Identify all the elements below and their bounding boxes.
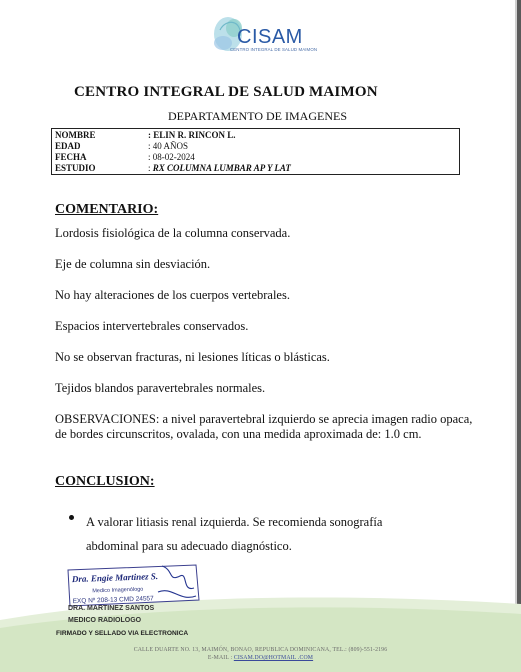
- observaciones-text: OBSERVACIONES: a nivel paravertebral izquierdo se aprecia imagen radio opaca, de bordes circunscritos, ovalada, con una medida aproximada de: 1.0 cm.: [55, 412, 473, 441]
- doctor-name: DRA. MARTINEZ SANTOS: [68, 605, 155, 612]
- finding-line: Lordosis fisiológica de la columna conservada.: [55, 226, 291, 240]
- study-name: RX COLUMNA LUMBAR AP Y LAT: [152, 163, 291, 173]
- patient-value: [148, 163, 291, 174]
- conclusion-line: A valorar litiasis renal izquierda. Se recomienda sonografía: [86, 515, 383, 529]
- finding-line: No hay alteraciones de los cuerpos vertebrales.: [55, 288, 290, 302]
- patient-info-table: [51, 128, 460, 175]
- finding-line: No se observan fracturas, ni lesiones líticas o blásticas.: [55, 350, 330, 364]
- patient-label: ESTUDIO: [55, 163, 96, 173]
- center-title: CENTRO INTEGRAL DE SALUD MAIMON: [74, 84, 378, 100]
- stamp-title: Medico Imagenólogo: [92, 586, 144, 595]
- patient-value: : 40 AÑOS: [148, 141, 189, 151]
- handwritten-signature: [158, 566, 196, 597]
- department-title: DEPARTAMENTO DE IMAGENES: [168, 109, 347, 123]
- cisam-logo: [206, 10, 326, 66]
- patient-label: NOMBRE: [55, 130, 96, 140]
- electronic-signature-note: FIRMADO Y SELLADO VIA ELECTRONICA: [56, 630, 189, 637]
- finding-line: Eje de columna sin desviación.: [55, 257, 211, 271]
- logo-subtitle: CENTRO INTEGRAL DE SALUD MAIMON: [230, 47, 318, 52]
- footer-address: CALLE DUARTE NO. 13, MAIMÓN, BONAO, REPUBLICA DOMINICANA, TEL.: (809)-551-2196: [133, 647, 388, 653]
- finding-line: Espacios intervertebrales conservados.: [55, 319, 249, 333]
- patient-value: : 08-02-2024: [148, 152, 195, 162]
- value-prefix: :: [148, 163, 153, 173]
- logo-name: CISAM: [237, 26, 303, 48]
- conclusion-line: abdominal para su adecuado diagnóstico.: [86, 539, 292, 553]
- doctor-title: MEDICO RADIOLOGO: [68, 617, 142, 624]
- patient-value: : ELIN R. RINCON L.: [148, 130, 236, 140]
- footer-email-label: E-MAIL :: [207, 655, 234, 661]
- stamp-exequatur: EXQ Nº 208-13 CMD 24557: [72, 595, 154, 606]
- patient-label: FECHA: [55, 152, 87, 162]
- footer-email[interactable]: CISAM.DO@HOTMAIL .COM: [233, 655, 314, 661]
- conclusion-heading: CONCLUSION:: [55, 474, 155, 489]
- finding-line: Tejidos blandos paravertebrales normales.: [55, 381, 266, 395]
- footer-email-line: [0, 655, 521, 661]
- comentario-heading: COMENTARIO:: [55, 202, 159, 217]
- bullet-icon: [69, 514, 77, 522]
- stamp-name: Dra. Engie Martinez S.: [71, 571, 159, 585]
- patient-label: EDAD: [55, 141, 81, 151]
- page-edge: [517, 0, 521, 672]
